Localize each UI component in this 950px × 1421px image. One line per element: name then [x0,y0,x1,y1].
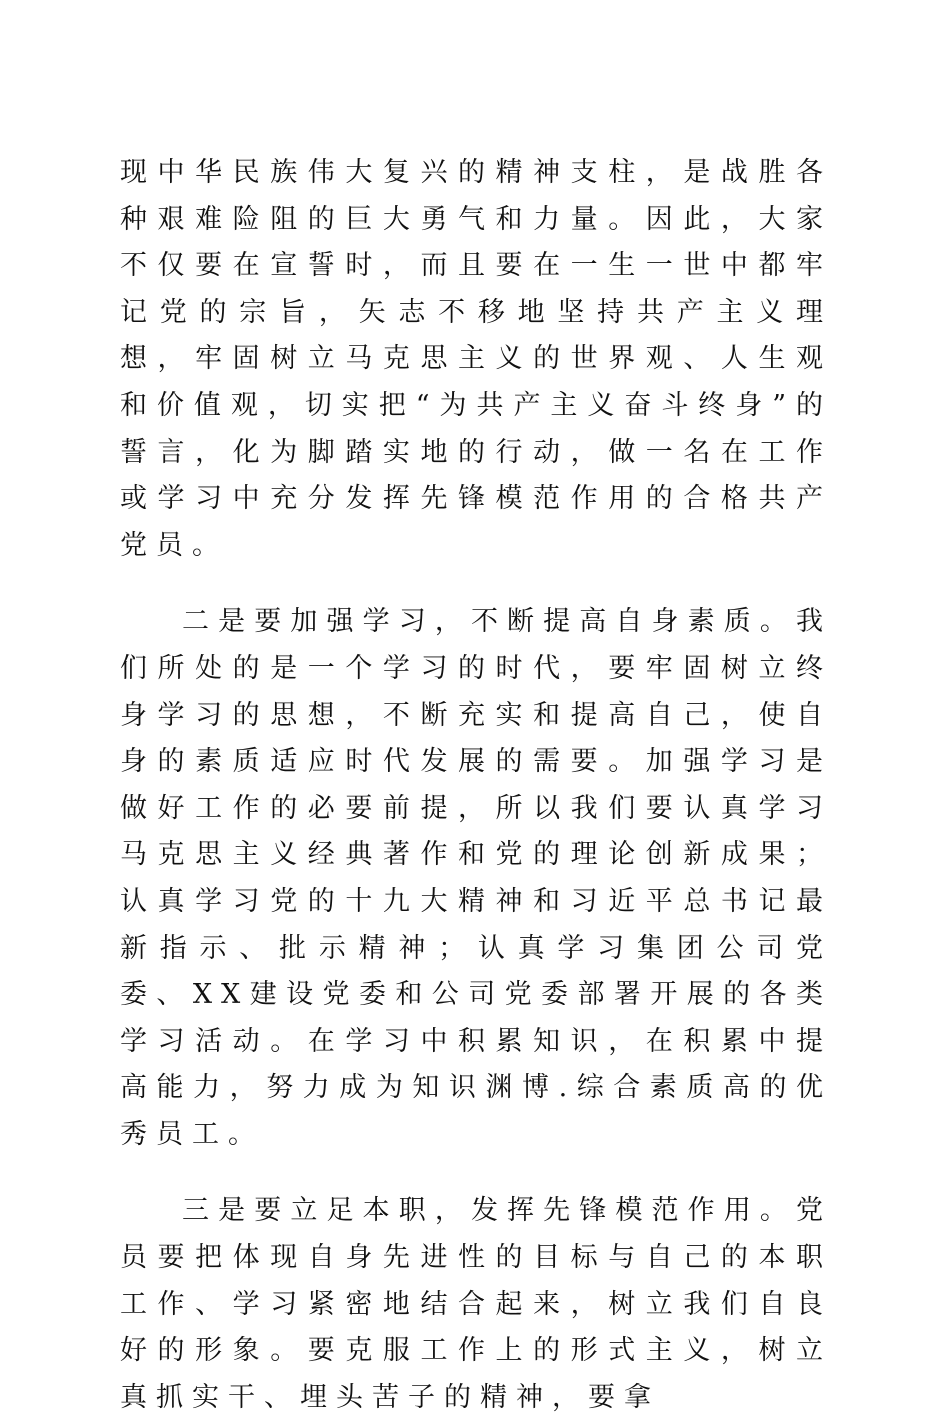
paragraph-3: 三是要立足本职，发挥先锋模范作用。党员要把体现自身先进性的目标与自己的本职工作、学习紧密地结合起来，树立我们自良好的形象。要克服工作上的形式主义，树立真抓实干、埋头苦子的精神，要拿 [120,1195,832,1413]
document-body [120,150,832,1421]
paragraph-spacer [120,569,832,599]
paragraph-1: 现中华民族伟大复兴的精神支柱，是战胜各种艰难险阻的巨大勇气和力量。因此，大家不仅要在宣誓时，而且要在一生一世中都牢记党的宗旨，矢志不移地坚持共产主义理想，牢固树立马克思主义的世界观、人生观和价值观，切实把“为共产主义奋斗终身”的誓言，化为脚踏实地的行动，做一名在工作或学习中充分发挥先锋模范作用的合格共产党员。 [120,157,832,561]
paragraph-spacer [120,1158,832,1188]
paragraph-2: 二是要加强学习，不断提高自身素质。我们所处的是一个学习的时代，要牢固树立终身学习的思想，不断充实和提高自己，使自身的素质适应时代发展的需要。加强学习是做好工作的必要前提，所以我们要认真学习马克思主义经典著作和党的理论创新成果；认真学习党的十九大精神和习近平总书记最新指示、批示精神；认真学习集团公司党委、XX建设党委和公司党委部署开展的各类学习活动。在学习中积累知识，在积累中提高能力，努力成为知识渊博.综合素质高的优秀员工。 [120,606,832,1150]
